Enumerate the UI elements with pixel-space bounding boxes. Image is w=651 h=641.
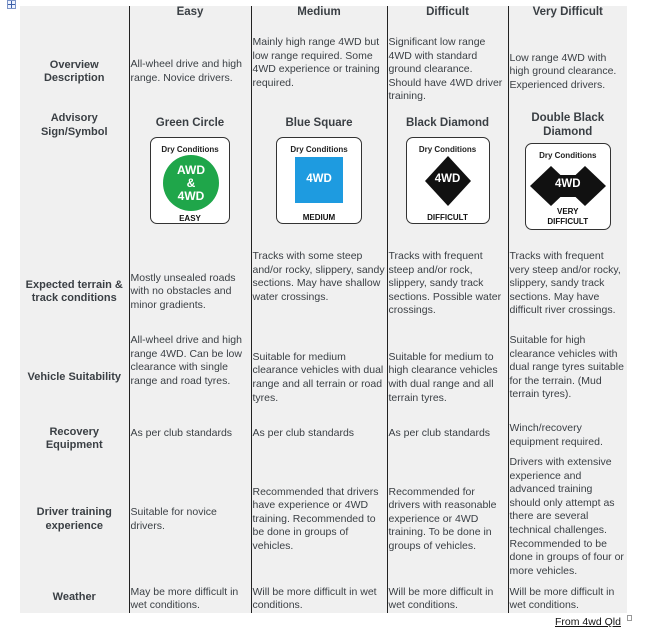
weather-very-difficult: Will be more difficult in wet conditions.: [508, 583, 627, 613]
vehicle-difficult: Suitable for medium to high clearance vehicles with dual range and all terrain tyres.: [387, 334, 508, 422]
terrain-very-difficult: Tracks with frequent very steep and/or rocky, slippery, sandy track sections. May have difficult river crossings.: [508, 250, 627, 334]
training-medium: Recommended that drivers have experience or 4WD training. Recommended to be done in groups of vehicles.: [251, 456, 387, 583]
difficulty-table: [20, 6, 627, 613]
sign-easy: [150, 137, 230, 224]
sign-level-easy: EASY: [179, 214, 201, 223]
label-recovery: Recovery Equipment: [45, 425, 103, 451]
training-difficult: Recommended for drivers with reasonable experience or 4WD training. To be done in groups of vehicles.: [387, 456, 508, 583]
row-vehicle: [20, 334, 627, 422]
dry-conditions-label: Dry Conditions: [539, 151, 597, 160]
cell-end-marker: [627, 615, 632, 621]
header-very-difficult: Very Difficult: [508, 6, 627, 36]
header-easy: Easy: [129, 6, 251, 36]
sign-very-difficult: [525, 143, 611, 230]
overview-medium: Mainly high range 4WD but low range required. Some 4WD experience or training required.: [251, 36, 387, 108]
sign-level-very-difficult: VERY DIFFICULT: [547, 207, 589, 226]
corner-cell: [20, 6, 129, 36]
sign-name-medium: Blue Square: [285, 117, 353, 129]
label-terrain: Expected terrain & track conditions: [25, 278, 123, 304]
advisory-easy: [129, 108, 251, 250]
recovery-easy: As per club standards: [129, 422, 251, 456]
advisory-very-difficult: [508, 108, 627, 250]
sign-level-medium: MEDIUM: [302, 213, 336, 222]
header-row: [20, 6, 627, 36]
recovery-difficult: As per club standards: [387, 422, 508, 456]
blue-square-icon: 4WD: [295, 157, 343, 203]
training-easy: Suitable for novice drivers.: [129, 456, 251, 583]
label-advisory: Advisory Sign/Symbol: [40, 112, 108, 138]
source-link[interactable]: From 4wd Qld: [555, 616, 621, 628]
row-overview: [20, 36, 627, 108]
overview-difficult: Significant low range 4WD with standard ground clearance. Should have 4WD driver training.: [387, 36, 508, 108]
terrain-medium: Tracks with some steep and/or rocky, slippery, sandy sections. May have shallow water crossings.: [251, 250, 387, 334]
recovery-very-difficult: Winch/recovery equipment required.: [508, 422, 627, 456]
label-vehicle: Vehicle Suitability: [27, 371, 122, 384]
dry-conditions-label: Dry Conditions: [290, 145, 348, 154]
overview-easy: All-wheel drive and high range. Novice drivers.: [129, 36, 251, 108]
vehicle-medium: Suitable for medium clearance vehicles with dual range and all terrain or road tyres.: [251, 334, 387, 422]
row-training: [20, 456, 627, 583]
terrain-difficult: Tracks with frequent steep and/or rock, slippery, sandy track sections. Possible water crossings.: [387, 250, 508, 334]
double-black-diamond-icon: 4WD: [526, 158, 610, 214]
weather-medium: Will be more difficult in wet conditions.: [251, 583, 387, 613]
recovery-medium: As per club standards: [251, 422, 387, 456]
move-arrows-icon: [8, 1, 15, 8]
row-weather: [20, 583, 627, 613]
label-overview: Overview Description: [43, 58, 105, 84]
dry-conditions-label: Dry Conditions: [161, 145, 219, 154]
advisory-difficult: [387, 108, 508, 250]
sign-level-difficult: DIFFICULT: [427, 213, 468, 222]
header-difficult: Difficult: [387, 6, 508, 36]
sign-name-difficult: Black Diamond: [405, 117, 490, 129]
green-circle-icon: AWD & 4WD: [163, 155, 219, 211]
advisory-medium: [251, 108, 387, 250]
dry-conditions-label: Dry Conditions: [418, 145, 477, 154]
sign-name-very-difficult: Double Black Diamond: [531, 112, 605, 138]
weather-easy: May be more difficult in wet conditions.: [129, 583, 251, 613]
table-move-handle[interactable]: [7, 0, 16, 9]
row-recovery: [20, 422, 627, 456]
label-training: Driver training experience: [36, 506, 112, 532]
black-diamond-icon: 4WD: [407, 152, 489, 208]
terrain-easy: Mostly unsealed roads with no obstacles and minor gradients.: [129, 250, 251, 334]
label-weather: Weather: [52, 591, 96, 604]
sign-medium: [276, 137, 362, 224]
row-terrain: [20, 250, 627, 334]
row-advisory: [20, 108, 627, 250]
header-medium: Medium: [251, 6, 387, 36]
sign-name-easy: Green Circle: [155, 117, 225, 129]
vehicle-easy: All-wheel drive and high range 4WD. Can be low clearance with single range and road tyres.: [129, 334, 251, 422]
sign-difficult: [406, 137, 490, 224]
vehicle-very-difficult: Suitable for high clearance vehicles with dual range tyres suitable for the terrain. (Mud terrain tyres).: [508, 334, 627, 422]
weather-difficult: Will be more difficult in wet conditions.: [387, 583, 508, 613]
overview-very-difficult: Low range 4WD with high ground clearance. Experienced drivers.: [508, 36, 627, 108]
training-very-difficult: Drivers with extensive experience and advanced training should only attempt as there are several technical challenges. Recommended to be done in groups of four or more vehicles.: [508, 456, 627, 583]
